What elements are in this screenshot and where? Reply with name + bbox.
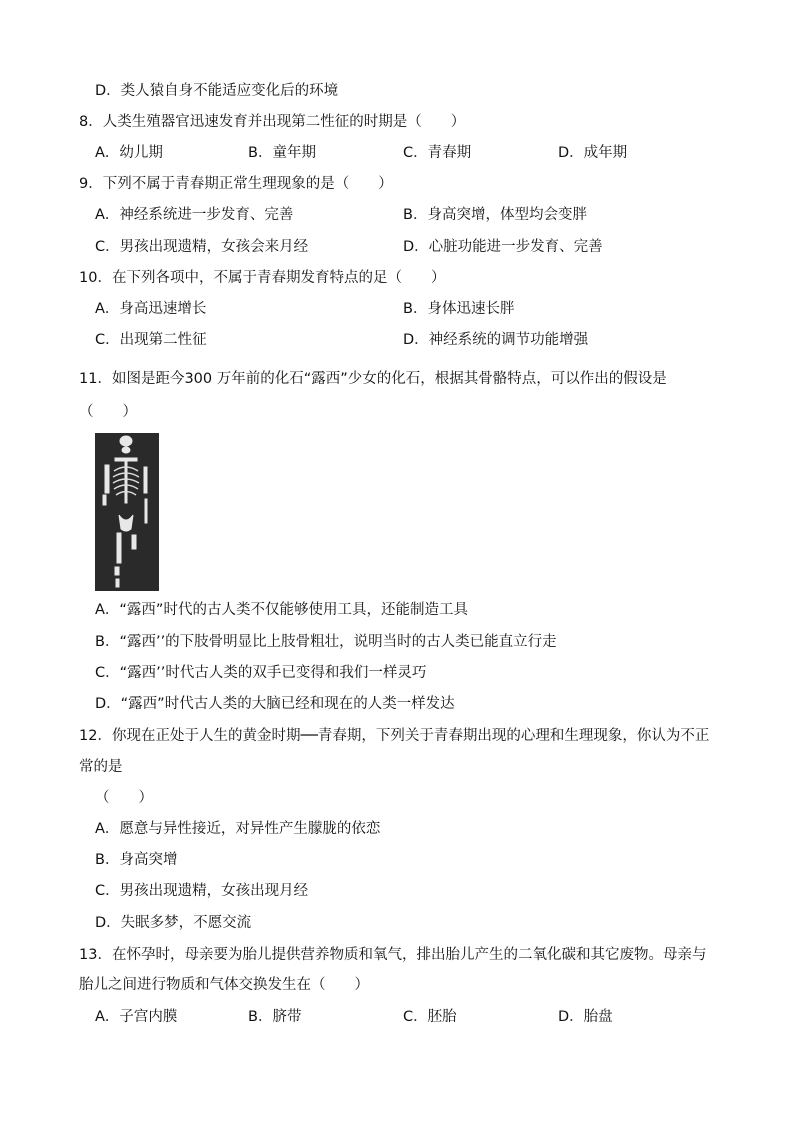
q13-option-d: D．胎盘 — [558, 1009, 613, 1025]
q12-option-a: A．愿意与异性接近，对异性产生朦胧的依恋 — [95, 821, 381, 837]
q10-option-a: A．身高迅速增长 — [95, 301, 207, 317]
q12-option-d: D．失眠多梦，不愿交流 — [95, 915, 252, 931]
q12-stem-line2: 常的是 — [79, 759, 123, 775]
q12-option-b: B．身高突增 — [95, 852, 178, 868]
q10-option-c: C．出现第二性征 — [95, 332, 207, 348]
q8-stem: 8．人类生殖器官迅速发育并出现第二性征的时期是（ ） — [79, 114, 466, 130]
q8-option-c: C．青春期 — [403, 145, 472, 161]
q8-option-a: A．幼儿期 — [95, 145, 163, 161]
q12-option-c: C．男孩出现遗精，女孩出现月经 — [95, 883, 309, 899]
q8-option-b: B．童年期 — [248, 145, 316, 161]
q11-option-b: B．“露西’’的下肢骨明显比上肢骨粗壮，说明当时的古人类已能直立行走 — [95, 634, 557, 650]
q8-option-d: D．成年期 — [558, 145, 628, 161]
q13-option-c: C．胚胎 — [403, 1009, 457, 1025]
q7-option-d: D．类人猿自身不能适应变化后的环境 — [95, 83, 339, 99]
q11-option-a: A．“露西”时代的古人类不仅能够使用工具，还能制造工具 — [95, 602, 468, 618]
q11-stem: 11．如图是距今300 万年前的化石“露西”少女的化石，根据其骨骼特点，可以作出的假设是 — [79, 371, 667, 387]
q9-stem: 9．下列不属于青春期正常生理现象的是（ ） — [79, 176, 393, 192]
skeleton-icon — [95, 433, 159, 591]
q11-option-d: D．“露西”时代古人类的大脑已经和现在的人类一样发达 — [95, 696, 455, 712]
q10-option-b: B．身体迅速长胖 — [403, 301, 515, 317]
q11-answer-paren: （ ） — [79, 404, 137, 420]
q11-option-c: C．“露西’’时代古人类的双手已变得和我们一样灵巧 — [95, 665, 427, 681]
q9-option-d: D．心脏功能进一步发育、完善 — [403, 239, 603, 255]
q13-option-b: B．脐带 — [248, 1009, 302, 1025]
q9-option-a: A．神经系统进一步发育、完善 — [95, 207, 294, 223]
q13-stem-line1: 13．在怀孕时，母亲要为胎儿提供营养物质和氧气，排出胎儿产生的二氧化碳和其它废物。母亲与 — [79, 947, 707, 963]
q10-option-d: D．神经系统的调节功能增强 — [403, 332, 589, 348]
q13-option-a: A．子宫内膜 — [95, 1009, 178, 1025]
q12-stem-line1: 12．你现在正处于人生的黄金时期──青春期，下列关于青春期出现的心理和生理现象，你认为不正 — [79, 728, 710, 744]
q9-option-c: C．男孩出现遗精，女孩会来月经 — [95, 239, 309, 255]
q13-stem-line2: 胎儿之间进行物质和气体交换发生在（ ） — [79, 977, 369, 993]
lucy-fossil-image — [95, 433, 159, 591]
q10-stem: 10．在下列各项中，不属于青春期发育特点的足（ ） — [79, 270, 446, 286]
q9-option-b: B．身高突增，体型均会变胖 — [403, 207, 587, 223]
q12-answer-paren: （ ） — [95, 790, 153, 806]
